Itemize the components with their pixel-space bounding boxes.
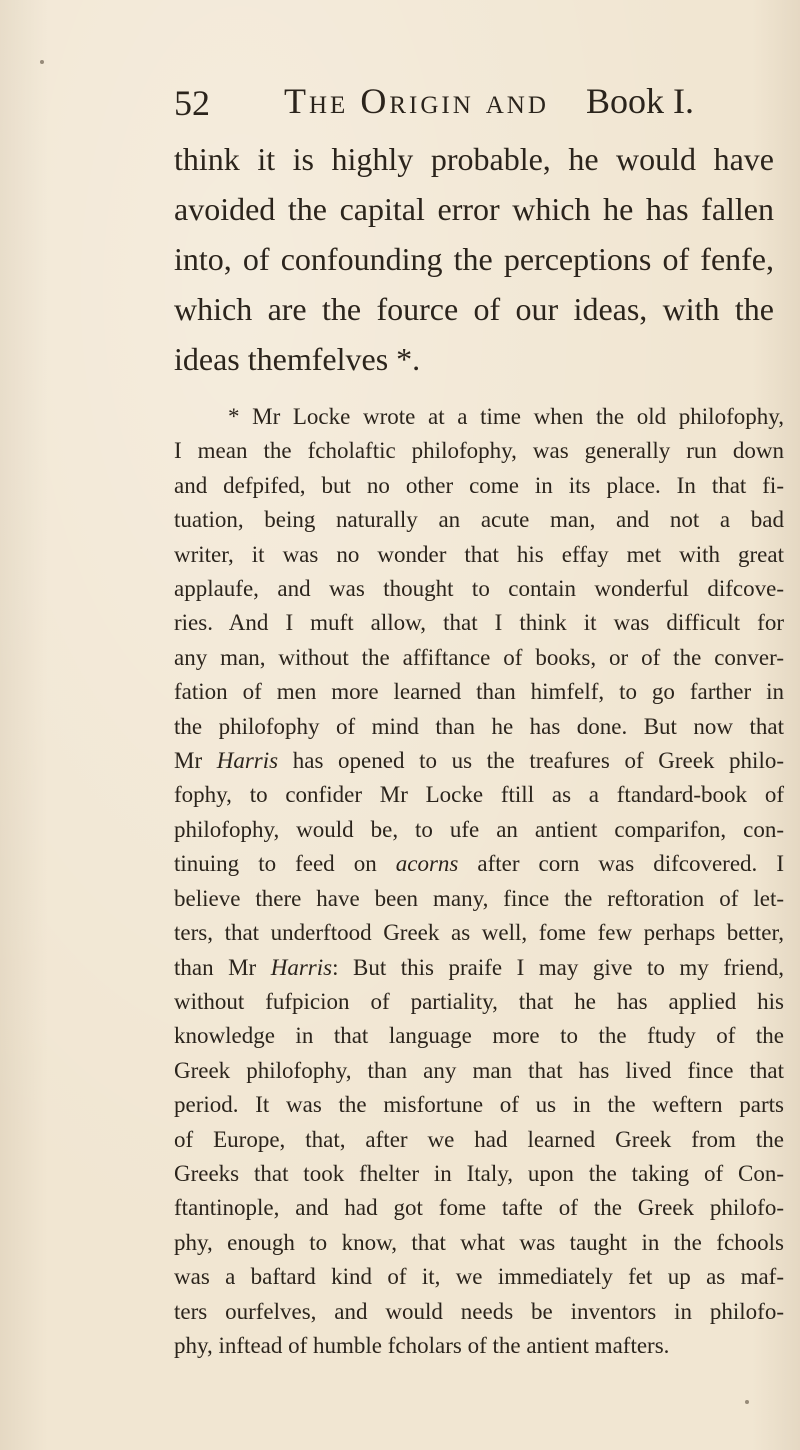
main-text-line: which are the fource of our ideas, with the bbox=[174, 291, 774, 327]
footnote-line: Mr Harris has opened to us the treafures of Greek philo- bbox=[174, 748, 784, 774]
footnote-line: * Mr Locke wrote at a time when the old philofophy, bbox=[228, 404, 784, 429]
footnote bbox=[174, 400, 784, 1363]
footnote-line: philofophy, would be, to ufe an antient comparifon, con- bbox=[174, 816, 784, 842]
footnote-line: was a baftard kind of it, we immediately fet up as maf- bbox=[174, 1264, 784, 1290]
footnote-line: phy, enough to know, that what was taught in the fchools bbox=[174, 1229, 784, 1255]
footnote-line: the philofophy of mind than he has done. But now that bbox=[174, 713, 784, 739]
footnote-line: ters ourfelves, and would needs be inventors in philofo- bbox=[174, 1298, 784, 1324]
running-title: The Origin and bbox=[284, 81, 549, 121]
main-paragraph bbox=[174, 134, 774, 384]
footnote-line: ters, that underftood Greek as well, fome few perhaps better, bbox=[174, 920, 784, 946]
paper-speck bbox=[745, 1400, 749, 1404]
footnote-line: fation of men more learned than himfelf, to go farther in bbox=[174, 679, 784, 705]
footnote-line: of Europe, that, after we had learned Greek from the bbox=[174, 1126, 784, 1152]
footnote-line: period. It was the misfortune of us in the weftern parts bbox=[174, 1092, 784, 1118]
paper-speck bbox=[40, 60, 44, 64]
footnote-line: believe there have been many, fince the reftoration of let- bbox=[174, 885, 784, 911]
footnote-line: any man, without the affiftance of books, or of the conver- bbox=[174, 644, 784, 670]
footnote-line: phy, inftead of humble fcholars of the antient mafters. bbox=[174, 1332, 670, 1358]
main-text-line: into, of confounding the perceptions of fenfe, bbox=[174, 241, 774, 277]
footnote-line: than Mr Harris: But this praife I may give to my friend, bbox=[174, 954, 784, 980]
main-text-line: avoided the capital error which he has fallen bbox=[174, 191, 774, 227]
footnote-line: tuation, being naturally an acute man, and not a bad bbox=[174, 507, 784, 533]
book-label: Book I. bbox=[586, 81, 694, 121]
footnote-line: without fufpicion of partiality, that he has applied his bbox=[174, 988, 784, 1014]
footnote-line: Greeks that took fhelter in Italy, upon the taking of Con- bbox=[174, 1160, 784, 1186]
footnote-line: I mean the fcholaftic philofophy, was generally run down bbox=[174, 438, 784, 464]
footnote-line: writer, it was no wonder that his effay met with great bbox=[174, 541, 784, 567]
footnote-line: and defpifed, but no other come in its place. In that fi- bbox=[174, 472, 784, 498]
footnote-line: ries. And I muft allow, that I think it was difficult for bbox=[174, 610, 784, 636]
page-header bbox=[0, 64, 800, 134]
footnote-line: ftantinople, and had got fome tafte of the Greek philofo- bbox=[174, 1195, 784, 1221]
footnote-line: Greek philofophy, than any man that has lived fince that bbox=[174, 1057, 784, 1083]
footnote-line: fophy, to confider Mr Locke ftill as a ftandard-book of bbox=[174, 782, 784, 808]
page-number: 52 bbox=[174, 83, 210, 123]
main-text-line: think it is highly probable, he would have bbox=[174, 141, 774, 177]
footnote-line: applaufe, and was thought to contain wonderful difcove- bbox=[174, 576, 784, 602]
main-text-line: ideas themfelves *. bbox=[174, 341, 421, 377]
footnote-line: tinuing to feed on acorns after corn was difcovered. I bbox=[174, 851, 784, 877]
footnote-line: knowledge in that language more to the ftudy of the bbox=[174, 1023, 784, 1049]
